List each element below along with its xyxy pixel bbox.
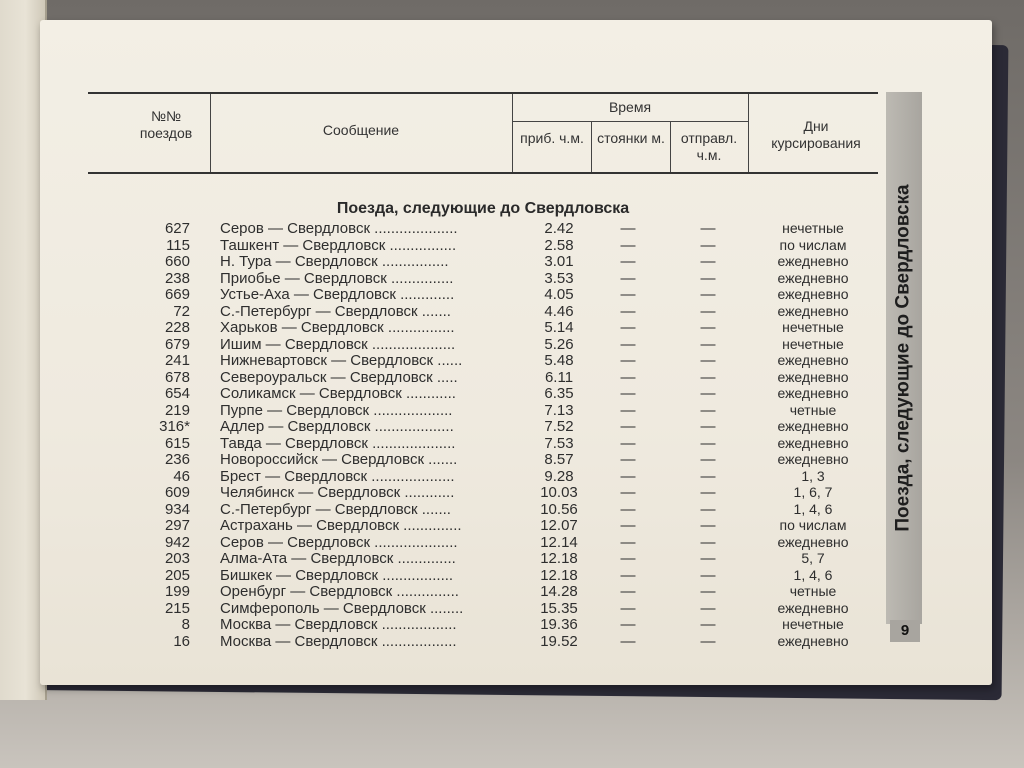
route-name: С.-Петербург — Свердловск ....... xyxy=(220,500,451,518)
timetable xyxy=(88,92,878,662)
table-row xyxy=(88,418,878,435)
departure-time: — xyxy=(700,616,716,633)
train-number: 46 xyxy=(173,467,190,485)
arrival-time: 14.28 xyxy=(540,583,578,600)
train-number: 72 xyxy=(173,302,190,320)
stop-duration: — xyxy=(620,385,636,402)
departure-time: — xyxy=(700,418,716,435)
route-name: Симферополь — Свердловск ........ xyxy=(220,599,464,617)
departure-time: — xyxy=(700,236,716,254)
arrival-time: 7.13 xyxy=(544,401,574,419)
train-number: 654 xyxy=(164,385,190,402)
departure-time: — xyxy=(700,566,716,584)
train-number: 297 xyxy=(164,517,190,534)
running-days: по числам xyxy=(779,236,847,253)
running-days: 1, 4, 6 xyxy=(793,500,833,517)
route-name: Астрахань — Свердловск .............. xyxy=(220,517,462,534)
departure-time: — xyxy=(700,401,716,419)
running-days: нечетные xyxy=(782,319,844,335)
route-name: Соликамск — Свердловск ............ xyxy=(220,385,456,402)
arrival-time: 2.42 xyxy=(544,220,574,237)
arrival-time: 10.56 xyxy=(540,500,578,518)
departure-time: — xyxy=(700,253,716,270)
header-stop: стоянки м. xyxy=(597,130,665,146)
header-divider xyxy=(670,122,671,172)
header-departure: отправл. ч.м. xyxy=(680,130,738,163)
departure-time: — xyxy=(700,500,716,518)
train-number: 679 xyxy=(164,335,190,353)
running-days: ежедневно xyxy=(777,269,849,286)
departure-time: — xyxy=(700,599,716,617)
running-days: ежедневно xyxy=(777,368,849,385)
running-days: ежедневно xyxy=(777,632,849,649)
stop-duration: — xyxy=(620,401,636,419)
arrival-time: 3.01 xyxy=(544,253,574,270)
stop-duration: — xyxy=(620,533,636,551)
stop-duration: — xyxy=(620,253,636,270)
departure-time: — xyxy=(700,550,716,567)
table-row xyxy=(88,253,878,270)
running-days: 1, 4, 6 xyxy=(793,566,833,583)
arrival-time: 4.05 xyxy=(544,286,574,303)
departure-time: — xyxy=(700,467,716,485)
table-row xyxy=(88,567,878,584)
train-number: 316* xyxy=(159,418,190,435)
stop-duration: — xyxy=(620,418,636,435)
running-days: ежедневно xyxy=(777,253,849,269)
running-days: нечетные xyxy=(782,616,844,632)
stop-duration: — xyxy=(620,220,636,237)
header-time-divider xyxy=(512,121,748,122)
departure-time: — xyxy=(700,451,716,468)
stop-duration: — xyxy=(620,500,636,518)
arrival-time: 7.53 xyxy=(544,434,574,452)
running-days: ежедневно xyxy=(777,418,849,434)
route-name: Брест — Свердловск .................... xyxy=(220,467,455,485)
timetable-page xyxy=(40,20,992,685)
stop-duration: — xyxy=(620,632,636,650)
table-row xyxy=(88,616,878,633)
train-number: 228 xyxy=(164,319,190,336)
train-number: 678 xyxy=(164,368,190,386)
train-number: 660 xyxy=(164,253,190,270)
running-days: ежедневно xyxy=(777,352,849,368)
arrival-time: 5.26 xyxy=(544,335,574,353)
route-name: Оренбург — Свердловск ............... xyxy=(220,583,459,600)
table-row xyxy=(88,600,878,617)
departure-time: — xyxy=(700,335,716,353)
train-number: 669 xyxy=(164,286,190,303)
arrival-time: 12.07 xyxy=(540,517,578,534)
stop-duration: — xyxy=(620,269,636,287)
train-number: 115 xyxy=(166,236,190,254)
stop-duration: — xyxy=(620,583,636,600)
table-row xyxy=(88,385,878,402)
departure-time: — xyxy=(700,434,716,452)
arrival-time: 5.48 xyxy=(544,352,574,369)
departure-time: — xyxy=(700,517,716,534)
train-number: 627 xyxy=(164,220,190,237)
departure-time: — xyxy=(700,269,716,287)
stop-duration: — xyxy=(620,319,636,336)
header-time: Время xyxy=(608,99,652,115)
train-number: 215 xyxy=(164,599,190,617)
route-name: Харьков — Свердловск ................ xyxy=(220,319,455,336)
table-row xyxy=(88,336,878,353)
table-row xyxy=(88,237,878,254)
running-days: четные xyxy=(789,583,837,599)
stop-duration: — xyxy=(620,566,636,584)
stop-duration: — xyxy=(620,517,636,534)
table-header xyxy=(88,92,878,174)
table-row xyxy=(88,303,878,320)
timetable-rows xyxy=(88,220,878,649)
stop-duration: — xyxy=(620,335,636,353)
route-name: Бишкек — Свердловск ................. xyxy=(220,566,454,584)
header-days: Дни курсирования xyxy=(771,118,861,151)
running-days: 1, 6, 7 xyxy=(793,484,833,500)
table-row xyxy=(88,484,878,501)
train-number: 934 xyxy=(164,500,190,518)
running-days: 1, 3 xyxy=(801,467,825,484)
train-number: 942 xyxy=(164,533,190,551)
running-days: ежедневно xyxy=(777,286,849,302)
route-name: Москва — Свердловск .................. xyxy=(220,632,457,650)
running-days: ежедневно xyxy=(777,533,849,550)
table-row xyxy=(88,369,878,386)
stop-duration: — xyxy=(620,368,636,386)
stop-duration: — xyxy=(620,484,636,501)
route-name: Устье-Аха — Свердловск ............. xyxy=(220,286,455,303)
page-number: 9 xyxy=(890,620,920,642)
table-row xyxy=(88,468,878,485)
arrival-time: 6.35 xyxy=(544,385,574,402)
stop-duration: — xyxy=(620,451,636,468)
departure-time: — xyxy=(700,385,716,402)
arrival-time: 12.18 xyxy=(540,550,578,567)
table-row xyxy=(88,319,878,336)
arrival-time: 19.52 xyxy=(540,632,578,650)
route-name: Москва — Свердловск .................. xyxy=(220,616,457,633)
header-arrival: приб. ч.м. xyxy=(520,130,584,146)
stop-duration: — xyxy=(620,236,636,254)
stop-duration: — xyxy=(620,616,636,633)
route-name: Ташкент — Свердловск ................ xyxy=(220,236,457,254)
train-number: 236 xyxy=(164,451,190,468)
route-name: Челябинск — Свердловск ............ xyxy=(220,484,455,501)
table-row xyxy=(88,451,878,468)
side-label-text: Поезда, следующие до Свердловска xyxy=(893,184,914,532)
header-divider xyxy=(591,122,592,172)
route-name: Новороссийск — Свердловск ....... xyxy=(220,451,458,468)
route-name: Североуральск — Свердловск ..... xyxy=(220,368,458,386)
route-name: Адлер — Свердловск ................... xyxy=(220,418,454,435)
train-number: 205 xyxy=(164,566,190,584)
running-days: 5, 7 xyxy=(801,550,825,566)
departure-time: — xyxy=(700,368,716,386)
side-label xyxy=(886,92,922,624)
table-row xyxy=(88,402,878,419)
route-name: Серов — Свердловск .................... xyxy=(220,220,458,237)
route-name: С.-Петербург — Свердловск ....... xyxy=(220,302,451,320)
stop-duration: — xyxy=(620,467,636,485)
departure-time: — xyxy=(700,286,716,303)
train-number: 609 xyxy=(164,484,190,501)
arrival-time: 6.11 xyxy=(544,368,574,386)
running-days: нечетные xyxy=(782,335,844,352)
route-name: Приобье — Свердловск ............... xyxy=(220,269,454,287)
table-row xyxy=(88,501,878,518)
running-days: ежедневно xyxy=(777,302,849,319)
running-days: ежедневно xyxy=(777,434,849,451)
arrival-time: 5.14 xyxy=(544,319,574,336)
stop-duration: — xyxy=(620,434,636,452)
departure-time: — xyxy=(700,533,716,551)
header-divider xyxy=(748,94,749,172)
running-days: нечетные xyxy=(782,220,844,236)
arrival-time: 2.58 xyxy=(544,236,574,254)
train-number: 219 xyxy=(164,401,190,419)
train-number: 203 xyxy=(164,550,190,567)
header-train-numbers: №№ поездов xyxy=(139,108,193,141)
arrival-time: 15.35 xyxy=(540,599,578,617)
table-row xyxy=(88,352,878,369)
arrival-time: 19.36 xyxy=(540,616,578,633)
arrival-time: 3.53 xyxy=(544,269,574,287)
table-row xyxy=(88,633,878,650)
train-number: 615 xyxy=(164,434,190,452)
route-name: Ишим — Свердловск .................... xyxy=(220,335,456,353)
route-name: Нижневартовск — Свердловск ...... xyxy=(220,352,463,369)
arrival-time: 8.57 xyxy=(544,451,574,468)
stop-duration: — xyxy=(620,352,636,369)
table-row xyxy=(88,220,878,237)
route-name: Н. Тура — Свердловск ................ xyxy=(220,253,449,270)
departure-time: — xyxy=(700,220,716,237)
stop-duration: — xyxy=(620,302,636,320)
train-number: 238 xyxy=(164,269,190,287)
table-row xyxy=(88,435,878,452)
arrival-time: 9.28 xyxy=(544,467,574,485)
table-row xyxy=(88,517,878,534)
running-days: ежедневно xyxy=(777,451,849,467)
arrival-time: 7.52 xyxy=(544,418,574,435)
departure-time: — xyxy=(700,484,716,501)
route-name: Пурпе — Свердловск ................... xyxy=(220,401,453,419)
train-number: 199 xyxy=(164,583,190,600)
running-days: ежедневно xyxy=(777,385,849,401)
arrival-time: 4.46 xyxy=(544,302,574,320)
train-number: 241 xyxy=(164,352,190,369)
stop-duration: — xyxy=(620,550,636,567)
running-days: четные xyxy=(789,401,837,418)
arrival-time: 10.03 xyxy=(540,484,578,501)
train-number: 8 xyxy=(181,616,190,633)
table-row xyxy=(88,550,878,567)
arrival-time: 12.14 xyxy=(540,533,578,551)
stop-duration: — xyxy=(620,286,636,303)
running-days: по числам xyxy=(779,517,847,533)
route-name: Тавда — Свердловск .................... xyxy=(220,434,456,452)
departure-time: — xyxy=(700,302,716,320)
departure-time: — xyxy=(700,319,716,336)
departure-time: — xyxy=(700,632,716,650)
table-row xyxy=(88,286,878,303)
table-row xyxy=(88,534,878,551)
table-row xyxy=(88,270,878,287)
running-days: ежедневно xyxy=(777,599,849,616)
departure-time: — xyxy=(700,352,716,369)
departure-time: — xyxy=(700,583,716,600)
arrival-time: 12.18 xyxy=(540,566,578,584)
section-title: Поезда, следующие до Свердловска xyxy=(336,200,630,217)
table-row xyxy=(88,583,878,600)
train-number: 16 xyxy=(173,632,190,650)
route-name: Алма-Ата — Свердловск .............. xyxy=(220,550,456,567)
header-route: Сообщение xyxy=(322,122,400,138)
stop-duration: — xyxy=(620,599,636,617)
route-name: Серов — Свердловск .................... xyxy=(220,533,458,551)
